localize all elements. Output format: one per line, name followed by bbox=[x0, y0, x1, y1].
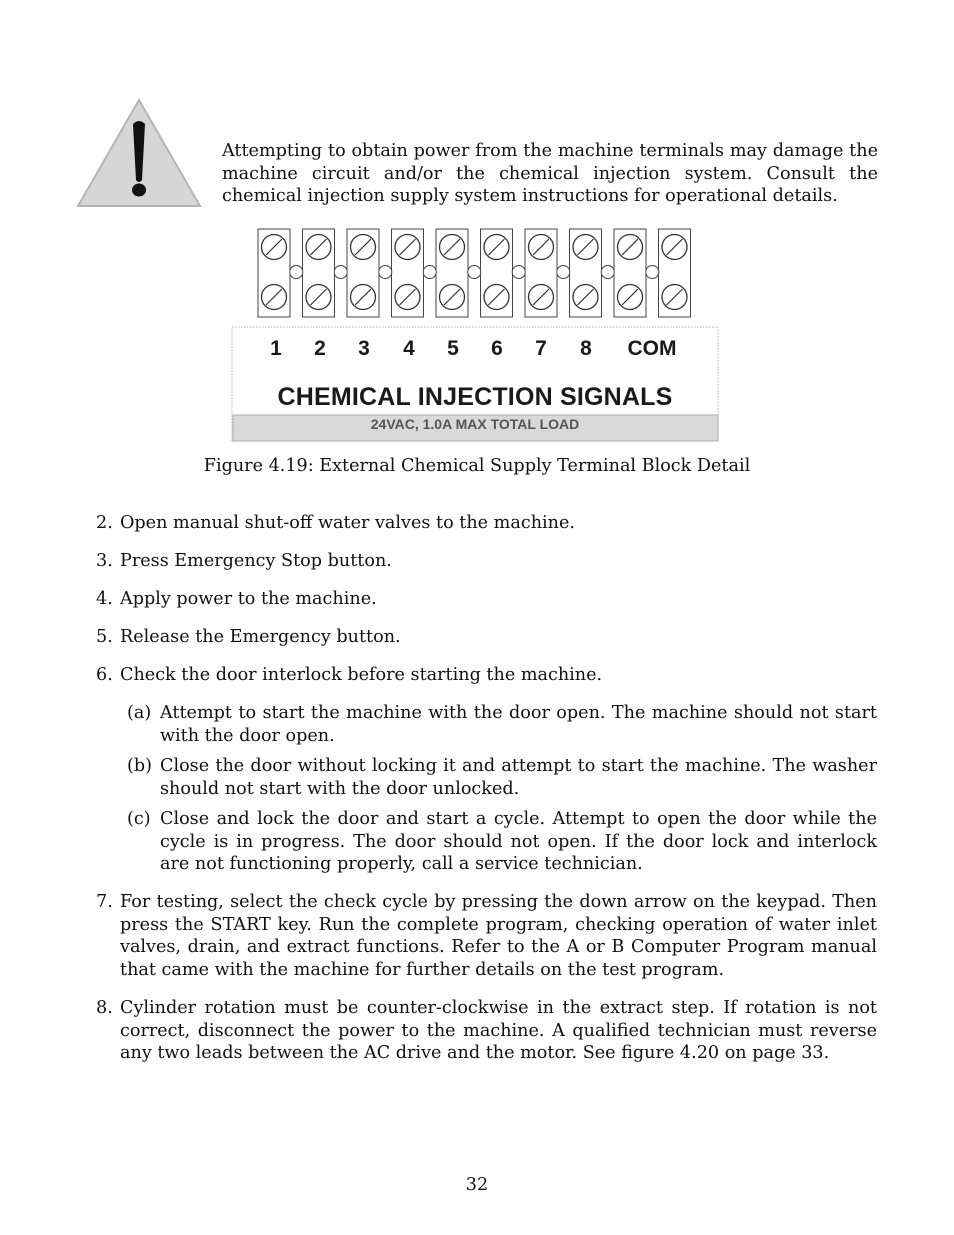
substep-number: (a) bbox=[127, 703, 152, 723]
substep-number: (c) bbox=[127, 809, 151, 829]
terminal-label-3: 3 bbox=[358, 337, 370, 360]
step-number: 2. bbox=[96, 513, 113, 533]
terminal-label-5: 5 bbox=[447, 337, 459, 360]
terminal-label-com: COM bbox=[627, 337, 677, 360]
terminal-block-title: CHEMICAL INJECTION SIGNALS bbox=[277, 383, 673, 411]
terminal-label-1: 1 bbox=[270, 337, 282, 360]
step-text: Apply power to the machine. bbox=[120, 589, 377, 609]
terminal-block-diagram bbox=[230, 225, 720, 445]
step-number: 7. bbox=[96, 892, 113, 912]
step-number: 5. bbox=[96, 627, 113, 647]
terminal-label-8: 8 bbox=[580, 337, 592, 360]
terminal-screws bbox=[258, 229, 691, 317]
substep-text: Attempt to start the machine with the door open. The machine should not start with the door open. bbox=[160, 703, 877, 746]
terminal-block-rating: 24VAC, 1.0A MAX TOTAL LOAD bbox=[370, 416, 580, 432]
terminal-label-4: 4 bbox=[403, 337, 415, 360]
step-text: Release the Emergency button. bbox=[120, 627, 401, 647]
substep-text: Close the door without locking it and attempt to start the machine. The washer should not start with the door unlocked. bbox=[160, 756, 877, 799]
step-text: Press Emergency Stop button. bbox=[120, 551, 392, 571]
terminal-hole bbox=[646, 266, 659, 279]
terminal-hole bbox=[468, 266, 481, 279]
substep-number: (b) bbox=[127, 756, 152, 776]
step-text: Cylinder rotation must be counter-clockwise in the extract step. If rotation is not correct, disconnect the power to the machine. A qualified technician must reverse any two leads between the AC drive and the motor. See figure 4.20 on page 33. bbox=[120, 998, 877, 1063]
step-text: For testing, select the check cycle by pressing the down arrow on the keypad. Then press the START key. Run the complete program, checking operation of water inlet valves, drain, and extract functions. Refer to the A or B Computer Program manual that came with the machine for further details on the test program. bbox=[120, 892, 877, 980]
step-number: 4. bbox=[96, 589, 113, 609]
exclamation-warning-icon bbox=[76, 98, 202, 210]
terminal-hole bbox=[379, 266, 392, 279]
terminal-hole bbox=[334, 266, 347, 279]
warning-text: Attempting to obtain power from the machine terminals may damage the machine circuit and/or the chemical injection system. Consult the chemical injection supply system instructions for operational details. bbox=[222, 141, 878, 206]
terminal-hole bbox=[423, 266, 436, 279]
terminal-hole bbox=[290, 266, 303, 279]
page-number: 32 bbox=[465, 1175, 489, 1195]
substep-text: Close and lock the door and start a cycle. Attempt to open the door while the cycle is in progress. The door should not open. If the door lock and interlock are not functioning properly, call a service technician. bbox=[160, 809, 877, 874]
step-number: 8. bbox=[96, 998, 113, 1018]
terminal-hole bbox=[512, 266, 525, 279]
terminal-hole bbox=[557, 266, 570, 279]
step-text: Open manual shut-off water valves to the machine. bbox=[120, 513, 575, 533]
terminal-label-2: 2 bbox=[314, 337, 326, 360]
step-number: 6. bbox=[96, 665, 113, 685]
step-text: Check the door interlock before starting the machine. bbox=[120, 665, 603, 685]
terminal-label-6: 6 bbox=[491, 337, 503, 360]
terminal-label-7: 7 bbox=[535, 337, 547, 360]
step-number: 3. bbox=[96, 551, 113, 571]
terminal-hole bbox=[601, 266, 614, 279]
figure-caption: Figure 4.19: External Chemical Supply Terminal Block Detail bbox=[203, 456, 751, 476]
